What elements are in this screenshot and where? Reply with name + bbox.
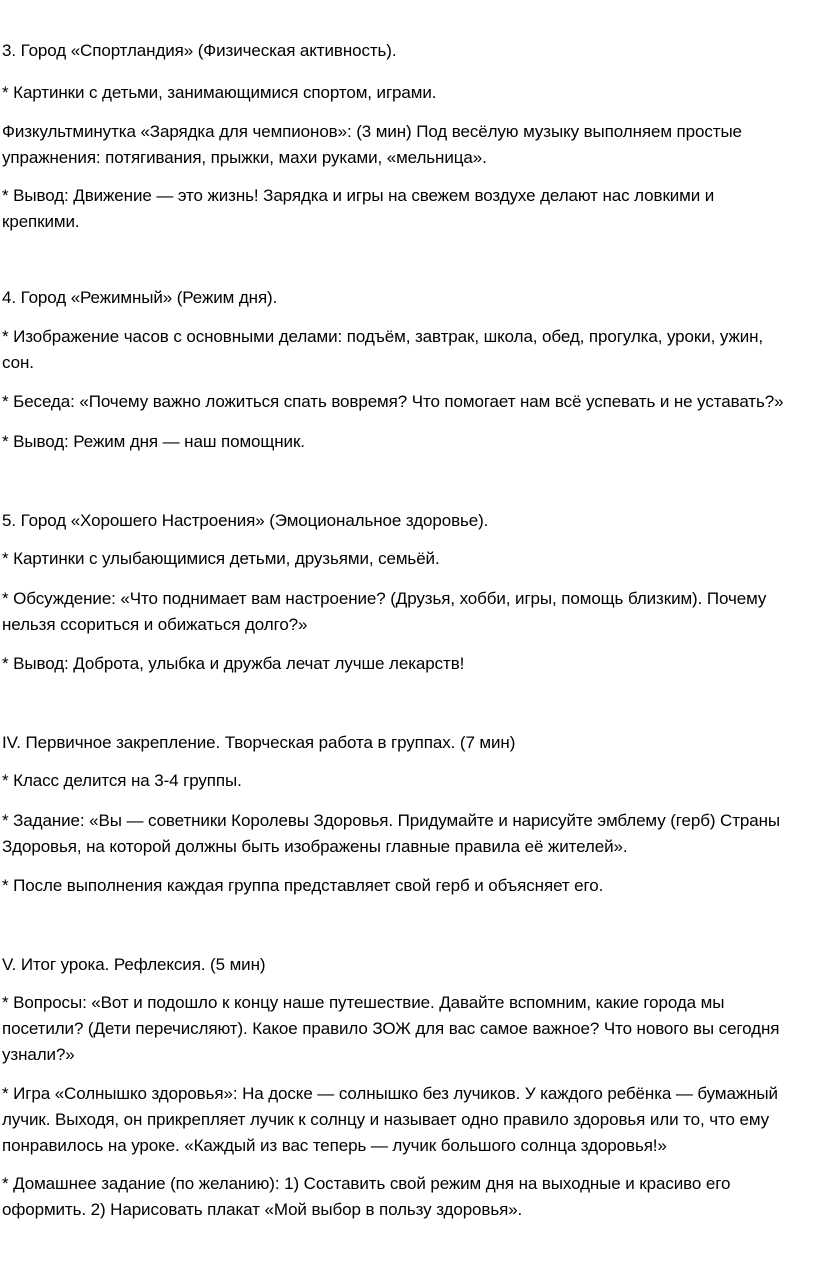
paragraph-line: * Игра «Солнышко здоровья»: На доске — солнышко без лучиков. У каждого ребёнка — бумажный [2,1084,778,1103]
paragraph-line: нельзя ссориться и обижаться долго?» [2,615,308,634]
paragraph-line: * Домашнее задание (по желанию): 1) Составить свой режим дня на выходные и красиво его [2,1174,731,1193]
paragraph-line: Здоровья, на которой должны быть изображены главные правила её жителей». [2,837,628,856]
paragraph-line: оформить. 2) Нарисовать плакат «Мой выбор в пользу здоровья». [2,1200,523,1219]
paragraph-line: Физкультминутка «Зарядка для чемпионов»: (3 мин) Под весёлую музыку выполняем простые [2,122,742,141]
paragraph-line: * Вывод: Доброта, улыбка и дружба лечат лучше лекарств! [2,654,465,673]
section-iv-heading: IV. Первичное закрепление. Творческая работа в группах. (7 мин) [2,733,516,752]
paragraph-line: * Картинки с детьми, занимающимися спортом, играми. [2,83,437,102]
paragraph-line: * Класс делится на 3-4 группы. [2,771,242,790]
paragraph-line: узнали?» [2,1045,75,1064]
paragraph-line: посетили? (Дети перечисляют). Какое правило ЗОЖ для вас самое важное? Что нового вы сегодня [2,1019,780,1038]
paragraph-line: * Обсуждение: «Что поднимает вам настроение? (Друзья, хобби, игры, помощь близким). Почему [2,589,767,608]
paragraph-line: сон. [2,353,34,372]
paragraph-line: крепкими. [2,212,80,231]
section-v-heading: V. Итог урока. Рефлексия. (5 мин) [2,955,266,974]
paragraph-line: * Картинки с улыбающимися детьми, друзьями, семьёй. [2,549,440,568]
paragraph-line: * Беседа: «Почему важно ложиться спать вовремя? Что помогает нам всё успевать и не уставать?» [2,392,784,411]
paragraph-line: упражнения: потягивания, прыжки, махи руками, «мельница». [2,148,487,167]
section-3-heading: 3. Город «Спортландия» (Физическая активность). [2,41,397,60]
paragraph-line: * Вывод: Режим дня — наш помощник. [2,432,305,451]
paragraph-line: понравилось на уроке. «Каждый из вас теперь — лучик большого солнца здоровья!» [2,1136,667,1155]
paragraph-line: * Вывод: Движение — это жизнь! Зарядка и игры на свежем воздухе делают нас ловкими и [2,186,715,205]
paragraph-line: * Вопросы: «Вот и подошло к концу наше путешествие. Давайте вспомним, какие города мы [2,993,725,1012]
section-5-heading: 5. Город «Хорошего Настроения» (Эмоциональное здоровье). [2,511,489,530]
paragraph-line: лучик. Выходя, он прикрепляет лучик к солнцу и называет одно правило здоровья или то, что ему [2,1110,769,1129]
paragraph-line: * Задание: «Вы — советники Королевы Здоровья. Придумайте и нарисуйте эмблему (герб) Страны [2,811,781,830]
paragraph-line: * Изображение часов с основными делами: подъём, завтрак, школа, обед, прогулка, уроки, ужин, [2,327,764,346]
paragraph-line: * После выполнения каждая группа представляет свой герб и объясняет его. [2,876,604,895]
section-4-heading: 4. Город «Режимный» (Режим дня). [2,288,278,307]
